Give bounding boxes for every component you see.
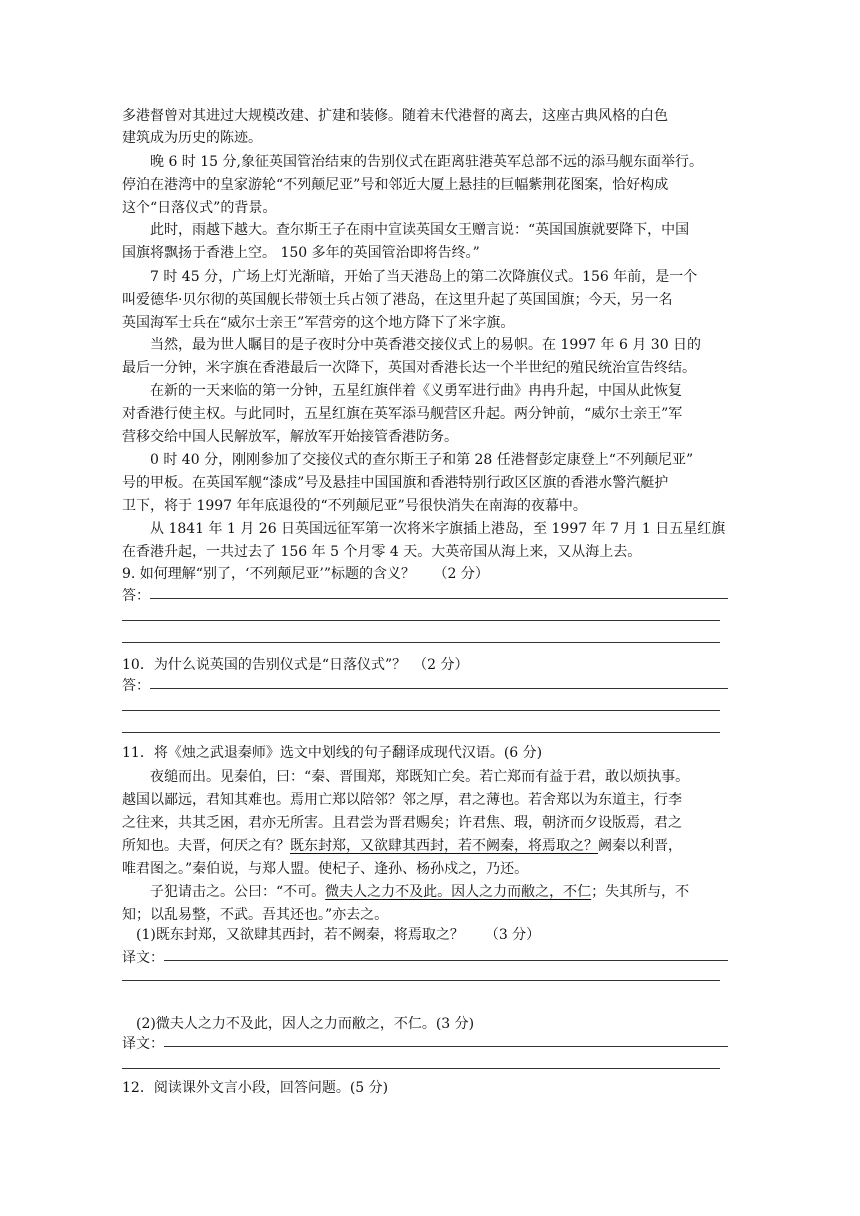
answer-line[interactable] [164,960,728,961]
answer-line[interactable] [122,980,720,981]
passage-line: 7 时 45 分，广场上灯光渐暗，开始了当天港岛上的第二次降旗仪式。156 年前，是一个 [150,269,698,285]
passage-line: 在香港升起，一共过去了 156 年 5 个月零 4 天。大英帝国从海上来，又从海上去。 [122,544,642,560]
answer-line[interactable] [122,732,720,733]
answer-line[interactable] [122,710,720,711]
question-11: 11．将《烛之武退秦师》选文中划线的句子翻译成现代汉语。(6 分) [122,745,543,761]
answer-label: 答： [122,678,150,694]
classical-text-line [122,836,752,856]
sub-question-2: (2)微夫人之力不及此，因人之力而敝之，不仁。(3 分) [136,1016,475,1032]
answer-line[interactable] [164,1046,728,1047]
passage-line: 在新的一天来临的第一分钟，五星红旗伴着《义勇军进行曲》冉冉升起，中国从此恢复 [150,383,682,399]
answer-line[interactable] [122,642,720,643]
passage-line: 此时，雨越下越大。查尔斯王子在雨中宣读英国女王赠言说：“英国国旗就要降下，中国 [150,222,690,238]
passage-line: 对香港行使主权。与此同时，五星红旗在英军添马舰营区升起。两分钟前，“威尔士亲王”军 [122,406,683,422]
answer-line[interactable] [122,1068,720,1069]
question-10: 10．为什么说英国的告别仪式是“日落仪式”？ （2 分） [122,657,469,673]
question-9: 9. 如何理解“别了，‘不列颠尼亚’”标题的含义？ （2 分） [122,566,489,582]
passage-line: 当然，最为世人瞩目的是子夜时分中英香港交接仪式上的易帜。在 1997 年 6 月 30 日的 [150,337,702,353]
question-12: 12．阅读课外文言小段，回答问题。(5 分) [122,1080,389,1096]
passage-line: 叫爱德华·贝尔彻的英国舰长带领士兵占领了港岛，在这里升起了英国国旗；今天，另一名 [122,292,673,308]
plain-text: 所知也。夫晋，何厌之有？ [122,838,290,854]
passage-line: 多港督曾对其进过大规模改建、扩建和装修。随着末代港督的离去，这座古典风格的白色 [122,108,668,124]
translation-label: 译文： [122,1036,164,1052]
passage-line: 最后一分钟，米字旗在香港最后一次降下，英国对香港长达一个半世纪的殖民统治宣告终结。 [122,360,696,376]
passage-line: 英国海军士兵在“威尔士亲王”军营旁的这个地方降下了米字旗。 [122,315,515,331]
passage-line: 营移交给中国人民解放军，解放军开始接管香港防务。 [122,429,458,445]
plain-text: 子犯请击之。公曰：“不可。 [150,884,326,900]
sub-question-1: (1)既东封郑，又欲肆其西封，若不阙秦，将焉取之？ （3 分） [136,927,541,943]
answer-line[interactable] [122,620,720,621]
passage-line: 卫下，将于 1997 年年底退役的“不列颠尼亚”号很快消失在南海的夜幕中。 [122,498,587,514]
classical-text-line: 知；以乱易整，不武。吾其还也。”亦去之。 [122,907,389,923]
underlined-sentence-1: 既东封郑，又欲肆其西封，若不阙秦，将焉取之？ [290,838,598,854]
passage-line: 晚 6 时 15 分,象征英国管治结束的告别仪式在距离驻港英军总部不远的添马舰东面举行。 [150,154,703,170]
plain-text: ；失其所与，不 [591,884,690,900]
classical-text-line: 越国以鄙远，君知其难也。焉用亡郑以陪邻？邻之厚，君之薄也。若舍郑以为东道主，行李 [122,792,682,808]
answer-line[interactable] [150,598,728,599]
passage-line: 停泊在港湾中的皇家游轮“不列颠尼亚”号和邻近大厦上悬挂的巨幅紫荆花图案，恰好构成 [122,177,669,193]
classical-text-line: 夜缒而出。见秦伯，曰：“秦、晋围郑，郑既知亡矣。若亡郑而有益于君，敢以烦执事。 [150,769,690,785]
classical-text-line: 唯君图之。”秦伯说，与郑人盟。使杞子、逢孙、杨孙戍之，乃还。 [122,861,529,877]
answer-line[interactable] [150,688,728,689]
passage-line: 从 1841 年 1 月 26 日英国远征军第一次将米字旗插上港岛，至 1997 年 7 月 1 日五星红旗 [150,521,726,537]
passage-line: 0 时 40 分，刚刚参加了交接仪式的查尔斯王子和第 28 任港督彭定康登上“不列颠尼亚” [150,452,694,468]
passage-line: 号的甲板。在英国军舰“漆成”号及悬挂中国国旗和香港特别行政区区旗的香港水警汽艇护 [122,475,669,491]
passage-line: 国旗将飘扬于香港上空。 150 多年的英国管治即将告终。” [122,245,480,261]
underlined-sentence-2: 微夫人之力不及此。因人之力而敝之，不仁 [325,884,592,900]
plain-text: 阙秦以利晋， [598,838,682,854]
passage-line: 建筑成为历史的陈迹。 [122,130,262,146]
answer-label: 答： [122,588,150,604]
classical-text-line [150,882,752,902]
classical-text-line: 之往来，共其乏困，君亦无所害。且君尝为晋君赐矣；许君焦、瑕，朝济而夕设版焉，君之 [122,815,682,831]
passage-line: 这个“日落仪式”的背景。 [122,200,277,216]
translation-label: 译文： [122,950,164,966]
